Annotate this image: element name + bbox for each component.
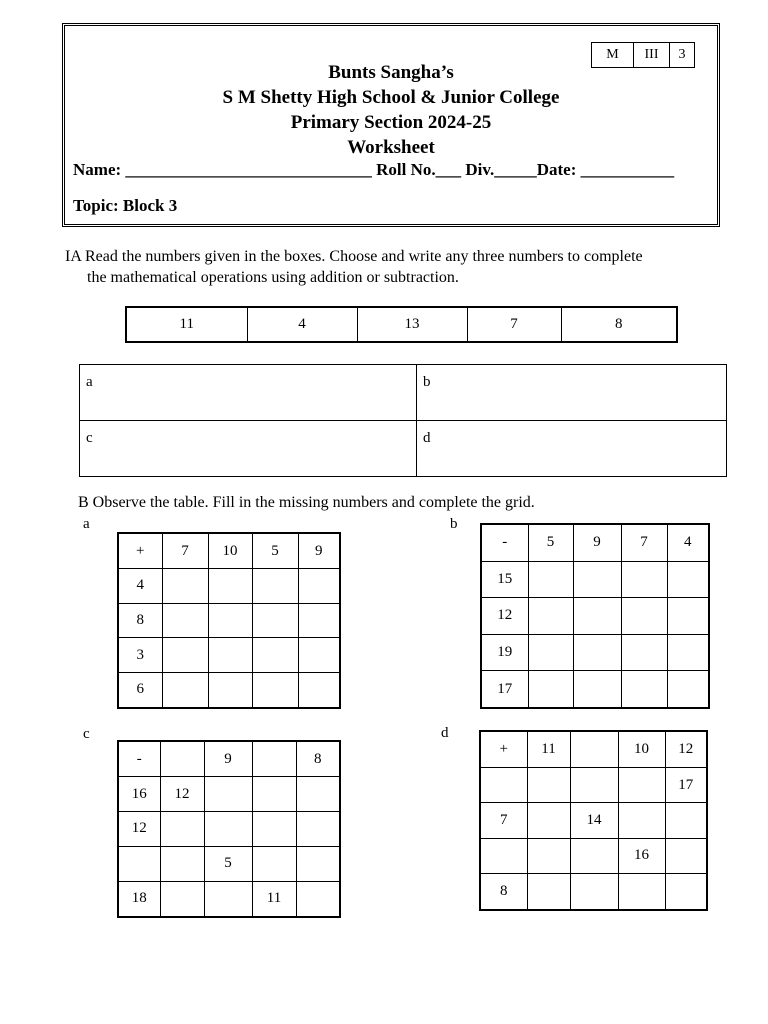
grid-cell[interactable] <box>160 812 204 847</box>
answer-cell-b[interactable] <box>417 365 727 421</box>
grid-cell[interactable] <box>667 561 709 597</box>
grid-cell[interactable] <box>667 598 709 634</box>
grid-cell[interactable]: 12 <box>160 777 204 812</box>
number-box: 7 <box>467 307 561 342</box>
grid-header-cell[interactable]: 10 <box>208 533 252 569</box>
worksheet-title: Worksheet <box>347 137 435 158</box>
answer-label: d <box>423 430 431 446</box>
grid-cell[interactable] <box>208 672 252 708</box>
grid-cell[interactable] <box>573 598 621 634</box>
grid-cell[interactable]: 14 <box>570 803 618 838</box>
grid-row-header[interactable]: 3 <box>118 638 162 673</box>
grid-cell[interactable] <box>252 846 296 881</box>
grid-cell[interactable] <box>208 638 252 673</box>
grid-row-header[interactable] <box>480 767 527 802</box>
grid-cell[interactable]: 11 <box>252 881 296 917</box>
grid-row-header[interactable]: 19 <box>481 634 528 670</box>
answer-table <box>79 364 727 477</box>
grid-cell[interactable] <box>573 561 621 597</box>
grid-cell[interactable] <box>527 838 570 873</box>
grid-cell[interactable] <box>296 881 340 917</box>
grid-row-header[interactable]: 8 <box>118 603 162 638</box>
grid-cell[interactable] <box>618 874 665 910</box>
grid-cell[interactable] <box>298 603 340 638</box>
grid-row-header[interactable]: 12 <box>481 598 528 634</box>
grid-label-c: c <box>83 726 90 742</box>
grid-cell[interactable] <box>667 671 709 708</box>
grid-cell[interactable]: 16 <box>618 838 665 873</box>
instruction-ia-line1: IA Read the numbers given in the boxes. Choose and write any three numbers to complete <box>65 248 643 265</box>
grid-cell[interactable] <box>160 881 204 917</box>
grid-cell[interactable] <box>621 598 667 634</box>
instruction-ia-line2: the mathematical operations using addition or subtraction. <box>87 269 459 286</box>
grid-cell[interactable] <box>528 634 573 670</box>
grid-cell[interactable] <box>527 874 570 910</box>
grid-row-header[interactable]: 4 <box>118 569 162 604</box>
grid-cell[interactable] <box>618 767 665 802</box>
grid-row-header[interactable]: 18 <box>118 881 160 917</box>
code-standard: III <box>634 43 670 67</box>
grid-cell[interactable] <box>570 838 618 873</box>
grid-cell[interactable] <box>665 838 707 873</box>
grid-header-cell[interactable]: 11 <box>527 731 570 767</box>
grid-cell[interactable] <box>252 638 298 673</box>
grid-header-cell[interactable]: 5 <box>252 533 298 569</box>
answer-cell-d[interactable] <box>417 421 727 477</box>
grid-header-cell[interactable]: 9 <box>298 533 340 569</box>
grid-cell[interactable] <box>252 569 298 604</box>
answer-label: b <box>423 374 431 390</box>
answer-cell-c[interactable] <box>80 421 417 477</box>
grid-cell[interactable] <box>298 672 340 708</box>
grid-header-cell[interactable] <box>570 731 618 767</box>
code-subject: M <box>592 43 634 67</box>
grid-row-header[interactable] <box>118 846 160 881</box>
number-box: 4 <box>247 307 357 342</box>
organization-name: Bunts Sangha’s <box>328 62 454 83</box>
grid-cell[interactable] <box>208 569 252 604</box>
grid-cell[interactable] <box>618 803 665 838</box>
grid-cell[interactable] <box>573 634 621 670</box>
school-name: S M Shetty High School & Junior College <box>222 87 560 108</box>
grid-header-cell[interactable]: 9 <box>573 524 621 561</box>
grid-row-header[interactable] <box>480 838 527 873</box>
grid-cell[interactable] <box>204 812 252 847</box>
grid-operator[interactable]: - <box>481 524 528 561</box>
section-year: Primary Section 2024-25 <box>290 112 492 133</box>
operation-grid-b <box>480 523 710 709</box>
grid-cell[interactable] <box>204 881 252 917</box>
grid-header-cell[interactable]: 4 <box>667 524 709 561</box>
grid-cell[interactable] <box>162 672 208 708</box>
grid-operator[interactable]: + <box>480 731 527 767</box>
grid-operator[interactable]: - <box>118 741 160 777</box>
grid-cell[interactable] <box>527 803 570 838</box>
grid-header-cell[interactable]: 10 <box>618 731 665 767</box>
grid-cell[interactable] <box>298 569 340 604</box>
grid-row-header[interactable]: 15 <box>481 561 528 597</box>
grid-row-header[interactable]: 7 <box>480 803 527 838</box>
operation-grid-d <box>479 730 708 911</box>
grid-header-cell[interactable]: 9 <box>204 741 252 777</box>
grid-cell[interactable] <box>296 777 340 812</box>
grid-cell[interactable] <box>252 777 296 812</box>
grid-operator[interactable]: + <box>118 533 162 569</box>
grid-cell[interactable] <box>204 777 252 812</box>
operation-grid-a <box>117 532 341 709</box>
grid-cell[interactable] <box>665 803 707 838</box>
grid-cell[interactable] <box>528 671 573 708</box>
grid-header-cell[interactable]: 5 <box>528 524 573 561</box>
grid-cell[interactable] <box>527 767 570 802</box>
student-details-line[interactable]: Name: _____________________________ Roll No.___ Div._____Date: ___________ <box>73 160 675 179</box>
grid-header-cell[interactable]: 12 <box>665 731 707 767</box>
grid-cell[interactable] <box>160 846 204 881</box>
grid-cell[interactable] <box>573 671 621 708</box>
grid-row-header[interactable]: 8 <box>480 874 527 910</box>
number-box: 11 <box>126 307 247 342</box>
grid-header-cell[interactable]: 8 <box>296 741 340 777</box>
grid-row-header[interactable]: 17 <box>481 671 528 708</box>
answer-label: a <box>86 374 93 390</box>
grid-cell[interactable] <box>252 812 296 847</box>
grid-cell[interactable] <box>162 638 208 673</box>
code-number: 3 <box>678 47 686 62</box>
grid-cell[interactable] <box>296 846 340 881</box>
grid-header-cell[interactable]: 7 <box>162 533 208 569</box>
grid-cell[interactable] <box>621 634 667 670</box>
grid-cell[interactable] <box>621 561 667 597</box>
grid-cell[interactable] <box>162 569 208 604</box>
grid-cell[interactable] <box>570 874 618 910</box>
answer-cell-a[interactable] <box>80 365 417 421</box>
grid-cell[interactable] <box>570 767 618 802</box>
grid-cell[interactable] <box>298 638 340 673</box>
grid-row-header[interactable]: 6 <box>118 672 162 708</box>
grid-cell[interactable]: 5 <box>204 846 252 881</box>
grid-cell[interactable] <box>621 671 667 708</box>
grid-cell[interactable] <box>208 603 252 638</box>
grid-cell[interactable]: 17 <box>665 767 707 802</box>
grid-label-d: d <box>441 725 449 741</box>
number-box: 8 <box>561 307 677 342</box>
grid-row-header[interactable]: 16 <box>118 777 160 812</box>
operation-grid-c <box>117 740 341 918</box>
grid-cell[interactable] <box>252 672 298 708</box>
number-box: 13 <box>357 307 467 342</box>
topic-line: Topic: Block 3 <box>73 196 178 215</box>
grid-cell[interactable] <box>296 812 340 847</box>
number-boxes <box>125 306 678 343</box>
grid-cell[interactable] <box>528 561 573 597</box>
grid-header-cell[interactable] <box>252 741 296 777</box>
grid-cell[interactable] <box>162 603 208 638</box>
answer-label: c <box>86 430 93 446</box>
grid-cell[interactable] <box>528 598 573 634</box>
grid-header-cell[interactable]: 7 <box>621 524 667 561</box>
grid-label-a: a <box>83 516 90 532</box>
grid-header-cell[interactable] <box>160 741 204 777</box>
grid-label-b: b <box>450 516 458 532</box>
grid-cell[interactable] <box>252 603 298 638</box>
grid-row-header[interactable]: 12 <box>118 812 160 847</box>
instruction-b: B Observe the table. Fill in the missing numbers and complete the grid. <box>78 494 535 511</box>
grid-cell[interactable] <box>667 634 709 670</box>
grid-cell[interactable] <box>665 874 707 910</box>
